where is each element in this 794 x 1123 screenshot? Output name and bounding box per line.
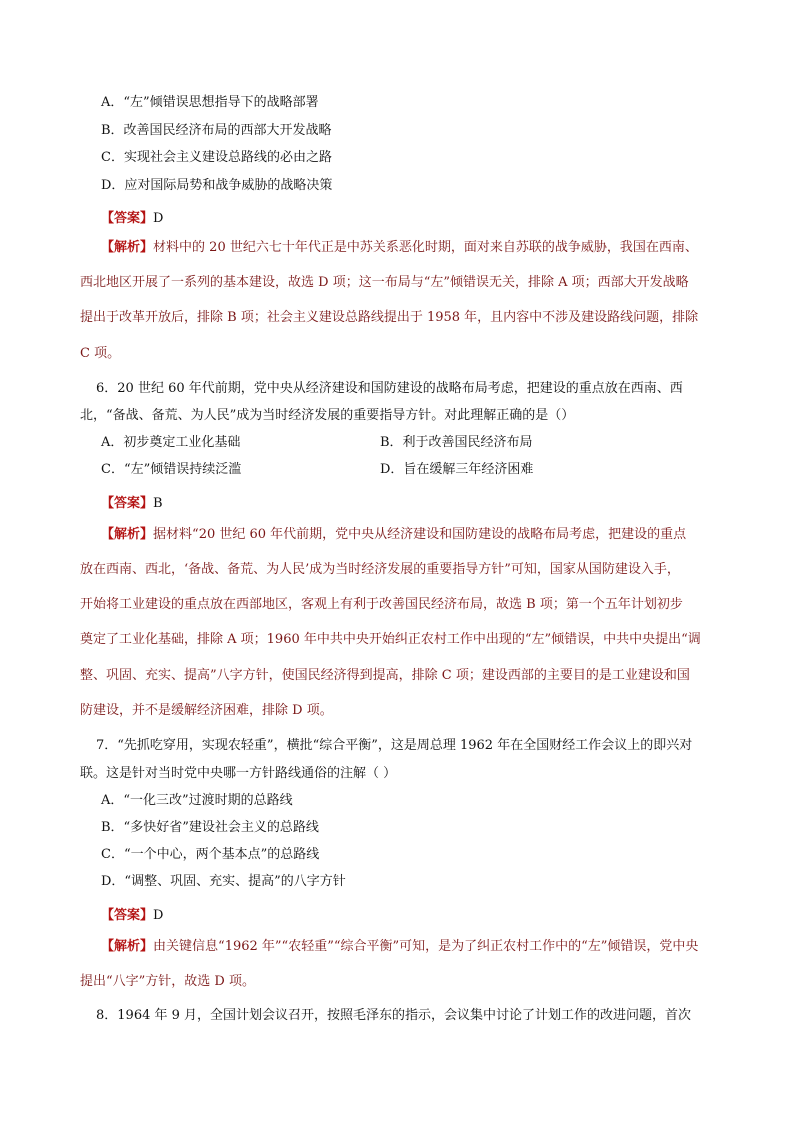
q6-analysis-line-5: 整、巩固、充实、提高”八字方针，使国民经济得到提高，排除 C 项；建设西部的主要目的是工业建设和国 xyxy=(80,668,690,683)
q6-option-c: C．“左”倾错误持续泛滥 xyxy=(101,462,242,477)
q6-analysis-line-1 xyxy=(101,525,686,545)
q7-option-b: B．“多快好省”建设社会主义的总路线 xyxy=(101,820,319,835)
q6-option-b: B．利于改善国民经济布局 xyxy=(380,435,533,450)
q7-option-d: D．“调整、巩固、充实、提高”的八字方针 xyxy=(101,874,346,889)
analysis-text: 材料中的 20 世纪六七十年代正是中苏关系恶化时期，面对来自苏联的战争威胁，我国在西南、 xyxy=(153,240,698,255)
q6-analysis-line-3: 开始将工业建设的重点放在西部地区，客观上有利于改善国民经济布局，故选 B 项；第一个五年计划初步 xyxy=(80,597,683,612)
analysis-tag: 解析 xyxy=(114,240,141,255)
q5-analysis-line-1 xyxy=(101,238,698,258)
analysis-tag: 解析 xyxy=(114,939,141,954)
q7-stem-line-2: 联。这是针对当时党中央哪一方针路线通俗的注解（ ） xyxy=(80,766,397,781)
bracket-left: 【 xyxy=(101,240,115,255)
bracket-right: 】 xyxy=(140,939,154,954)
bracket-right: 】 xyxy=(140,496,154,511)
q6-option-a: A．初步奠定工业化基础 xyxy=(101,435,241,450)
q7-analysis-line-2: 提出“八字”方针，故选 D 项。 xyxy=(80,974,255,989)
q6-analysis-line-4: 奠定了工业化基础，排除 A 项；1960 年中共中央开始纠正农村工作中出现的“左”倾错误，中共中央提出“调 xyxy=(80,632,701,647)
answer-value: D xyxy=(153,908,164,923)
q7-option-a: A．“一化三改”过渡时期的总路线 xyxy=(101,793,293,808)
q5-analysis-line-4: C 项。 xyxy=(80,346,121,361)
answer-tag: 答案 xyxy=(114,211,141,226)
bracket-right: 】 xyxy=(140,527,154,542)
q6-stem-line-2: 北，“备战、备荒、为人民”成为当时经济发展的重要指导方针。对此理解正确的是（） xyxy=(80,408,575,423)
bracket-right: 】 xyxy=(140,211,154,226)
q5-answer xyxy=(101,209,163,229)
answer-value: B xyxy=(153,496,163,511)
bracket-left: 【 xyxy=(101,527,115,542)
q7-stem-line-1: 7．“先抓吃穿用，实现农轻重”，横批“综合平衡”，这是周总理 1962 年在全国财经工作会议上的即兴对 xyxy=(96,738,693,753)
q6-stem-line-1: 6．20 世纪 60 年代前期，党中央从经济建设和国防建设的战略布局考虑，把建设的重点放在西南、西 xyxy=(96,381,683,396)
q6-answer xyxy=(101,494,163,514)
bracket-left: 【 xyxy=(101,939,115,954)
q5-option-c: C．实现社会主义建设总路线的必由之路 xyxy=(101,150,332,165)
analysis-text: 由关键信息“1962 年”“农轻重”“综合平衡”可知，是为了纠正农村工作中的“左”倾错误，党中央 xyxy=(153,939,699,954)
bracket-left: 【 xyxy=(101,211,115,226)
answer-tag: 答案 xyxy=(114,496,141,511)
bracket-left: 【 xyxy=(101,908,115,923)
bracket-left: 【 xyxy=(101,496,115,511)
answer-value: D xyxy=(153,211,164,226)
q8-stem-line-1: 8．1964 年 9 月，全国计划会议召开，按照毛泽东的指示，会议集中讨论了计划工作的改进问题，首次 xyxy=(96,1008,692,1023)
q7-analysis-line-1 xyxy=(101,937,698,957)
answer-tag: 答案 xyxy=(114,908,141,923)
q5-option-b: B．改善国民经济布局的西部大开发战略 xyxy=(101,123,332,138)
analysis-text: 据材料“20 世纪 60 年代前期，党中央从经济建设和国防建设的战略布局考虑，把建设的重点 xyxy=(153,527,687,542)
q6-option-d: D．旨在缓解三年经济困难 xyxy=(380,462,534,477)
q6-analysis-line-6: 防建设，并不是缓解经济困难，排除 D 项。 xyxy=(80,703,333,718)
q5-option-a: A．“左”倾错误思想指导下的战略部署 xyxy=(101,95,319,110)
bracket-right: 】 xyxy=(140,240,154,255)
q5-analysis-line-3: 提出于改革开放后，排除 B 项；社会主义建设总路线提出于 1958 年，且内容中不涉及建设路线问题，排除 xyxy=(80,310,699,325)
q5-option-d: D．应对国际局势和战争威胁的战略决策 xyxy=(101,178,333,193)
q7-option-c: C．“一个中心，两个基本点”的总路线 xyxy=(101,847,320,862)
bracket-right: 】 xyxy=(140,908,154,923)
q5-analysis-line-2: 西北地区开展了一系列的基本建设，故选 D 项；这一布局与“左”倾错误无关，排除 A 项；西部大开发战略 xyxy=(80,275,689,290)
q7-answer xyxy=(101,906,163,926)
q6-analysis-line-2: 放在西南、西北，‘备战、备荒、为人民’成为当时经济发展的重要指导方针”可知，国家从国防建设入手， xyxy=(80,562,680,577)
analysis-tag: 解析 xyxy=(114,527,141,542)
